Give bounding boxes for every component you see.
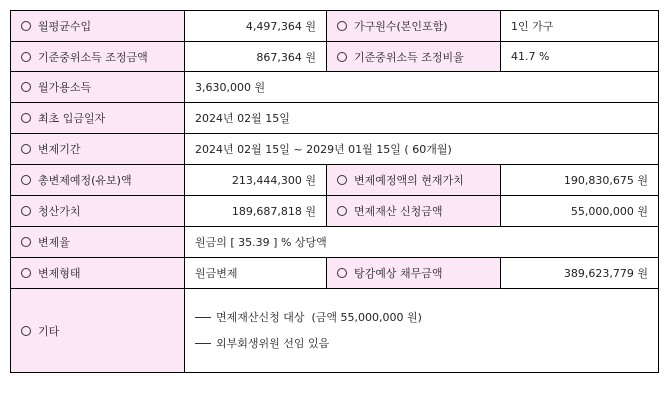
circle-bullet-icon — [21, 175, 31, 185]
label-disposable-income: 월가용소득 — [11, 72, 185, 103]
value-present-value: 190,830,675 원 — [501, 165, 659, 196]
circle-bullet-icon — [337, 206, 347, 216]
label-liquidation-value: 청산가치 — [11, 196, 185, 227]
row-liquidation — [11, 196, 659, 227]
value-median-adjust-amount: 867,364 원 — [185, 42, 327, 72]
value-exempt-property: 55,000,000 원 — [501, 196, 659, 227]
circle-bullet-icon — [337, 268, 347, 278]
label-median-adjust-ratio: 기준중위소득 조정비율 — [327, 42, 501, 72]
row-disposable-income — [11, 72, 659, 103]
row-total-planned — [11, 165, 659, 196]
value-monthly-income: 4,497,364 원 — [185, 11, 327, 42]
label-household-size: 가구원수(본인포함) — [327, 11, 501, 42]
circle-bullet-icon — [21, 113, 31, 123]
label-repayment-method: 변제형태 — [11, 258, 185, 289]
row-other — [11, 289, 659, 373]
value-first-payment-date: 2024년 02월 15일 — [185, 103, 659, 134]
value-liquidation-value: 189,687,818 원 — [185, 196, 327, 227]
circle-bullet-icon — [337, 52, 347, 62]
label-exempt-property: 면제재산 신청금액 — [327, 196, 501, 227]
note-line: 외부회생위원 선임 있음 — [195, 331, 648, 357]
label-median-adjust-amount: 기준중위소득 조정금액 — [11, 42, 185, 72]
row-first-payment — [11, 103, 659, 134]
repayment-summary-sheet — [10, 10, 658, 407]
value-median-adjust-ratio: 41.7 % — [501, 42, 659, 72]
circle-bullet-icon — [337, 175, 347, 185]
row-monthly-income — [11, 11, 659, 42]
circle-bullet-icon — [21, 82, 31, 92]
circle-bullet-icon — [21, 268, 31, 278]
value-disposable-income: 3,630,000 원 — [185, 72, 659, 103]
value-repayment-rate: 원금의 [ 35.39 ] % 상당액 — [185, 227, 659, 258]
row-median-adjust — [11, 42, 659, 72]
label-present-value: 변제예정액의 현재가치 — [327, 165, 501, 196]
value-total-planned-amount: 213,444,300 원 — [185, 165, 327, 196]
label-expected-forgiven-debt: 탕감예상 채무금액 — [327, 258, 501, 289]
label-other: 기타 — [11, 289, 185, 373]
value-repayment-period: 2024년 02월 15일 ~ 2029년 01월 15일 ( 60개월) — [185, 134, 659, 165]
circle-bullet-icon — [21, 206, 31, 216]
value-repayment-method: 원금변제 — [185, 258, 327, 289]
label-monthly-income: 월평균수입 — [11, 11, 185, 42]
circle-bullet-icon — [21, 326, 31, 336]
row-repayment-period — [11, 134, 659, 165]
note-line: 면제재산신청 대상 (금액 55,000,000 원) — [195, 305, 648, 331]
label-total-planned-amount: 총변제예정(유보)액 — [11, 165, 185, 196]
label-first-payment-date: 최초 입금일자 — [11, 103, 185, 134]
repayment-rate-number: 35.39 — [238, 236, 270, 249]
value-household-size: 1인 가구 — [501, 11, 659, 42]
label-repayment-period: 변제기간 — [11, 134, 185, 165]
value-other-notes — [185, 289, 659, 373]
dash-bullet-icon — [195, 343, 211, 344]
row-repayment-rate — [11, 227, 659, 258]
dash-bullet-icon — [195, 317, 211, 318]
circle-bullet-icon — [21, 52, 31, 62]
circle-bullet-icon — [21, 237, 31, 247]
repayment-summary-table — [10, 10, 659, 373]
label-repayment-rate: 변제율 — [11, 227, 185, 258]
circle-bullet-icon — [21, 21, 31, 31]
row-repayment-method — [11, 258, 659, 289]
circle-bullet-icon — [337, 21, 347, 31]
value-expected-forgiven-debt: 389,623,779 원 — [501, 258, 659, 289]
circle-bullet-icon — [21, 144, 31, 154]
